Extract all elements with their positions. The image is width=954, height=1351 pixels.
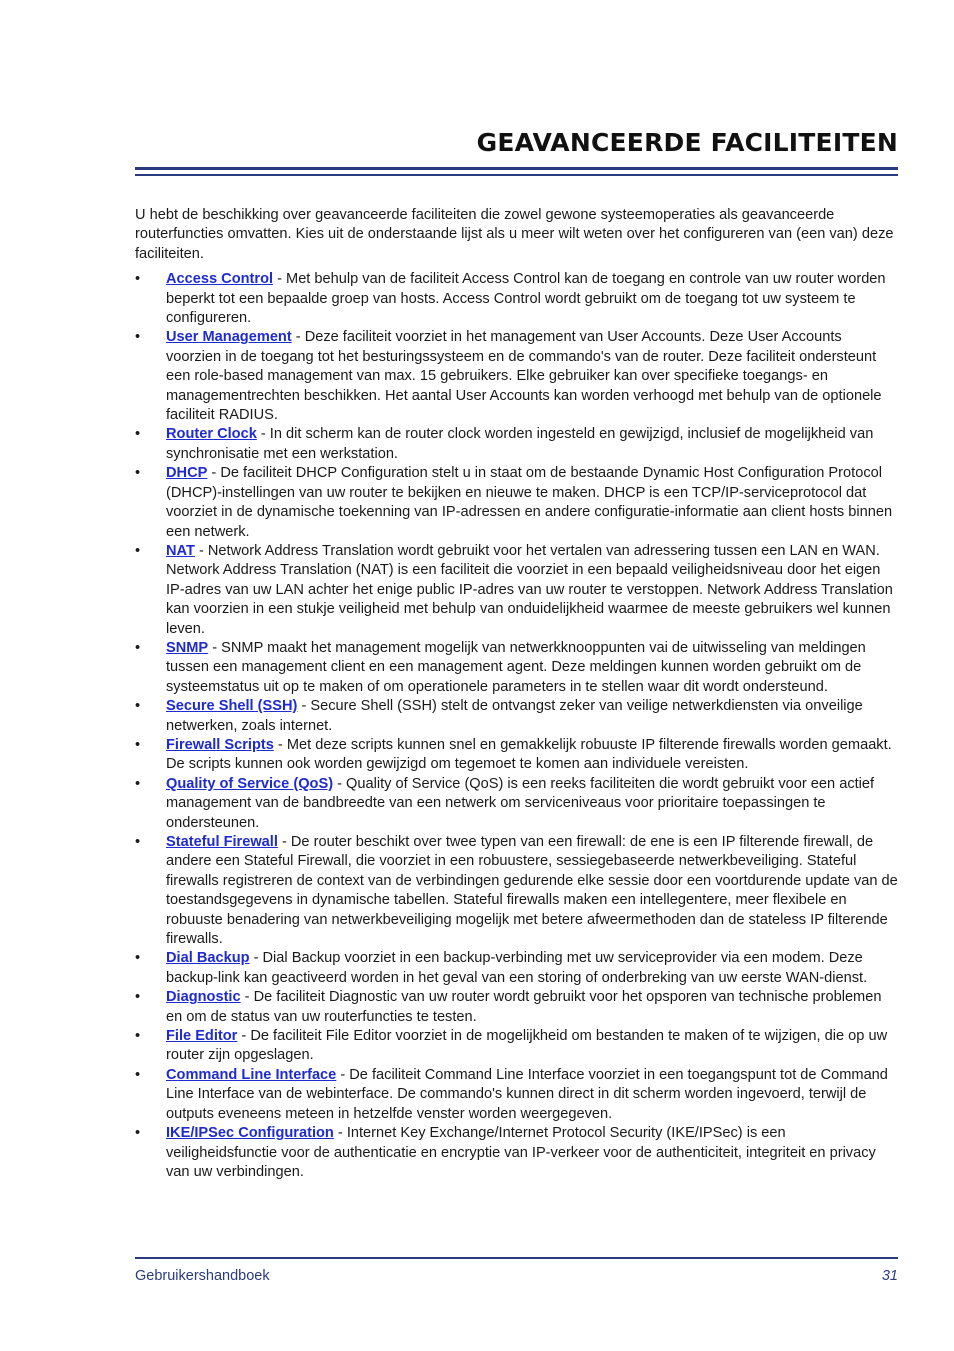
feature-description: - De faciliteit DHCP Configuration stelt u in staat om de bestaande Dynamic Host Configuration Protocol (DHCP)-instellingen van uw router te bekijken en nieuwe te maken. DHCP is een TCP/IP-serviceprotocol dat voorziet in de dynamische toekenning van IP-adressen en andere configuratie-informatie aan client hosts binnen een netwerk.	[166, 465, 893, 540]
feature-item-snmp	[135, 639, 898, 697]
bullet: •	[135, 834, 141, 850]
bullet: •	[135, 542, 141, 559]
feature-description: - Deze faciliteit voorziet in het management van User Accounts. Deze User Accounts voorzien in de toegang tot het besturingssysteem en de commando's van de router. Deze faciliteit ondersteunt een role-based management van max. 15 gebruikers. Elke gebruiker kan over specifieke toegangs- en managementrechten beschikken. Het aantal User Accounts kan worden verhoogd met behulp van de optionele faciliteit RADIUS.	[166, 329, 882, 424]
bullet: •	[135, 775, 141, 792]
bullet: •	[135, 639, 141, 656]
bullet: •	[135, 950, 141, 967]
bullet: •	[135, 329, 141, 346]
feature-description: - In dit scherm kan de router clock worden ingesteld en gewijzigd, inclusief de mogelijkheid van synchronisatie met een werkstation.	[166, 426, 874, 462]
link-dhcp[interactable]: DHCP	[166, 465, 208, 482]
bullet: •	[135, 989, 141, 1006]
link-diagnostic[interactable]: Diagnostic	[166, 989, 241, 1006]
feature-description: - SNMP maakt het management mogelijk van netwerkknooppunten vai de uitwisseling van meldingen tussen een management client en een management agent. Deze meldingen kunnen worden gebruikt om de systeemstatus uit op te maken of om operationele parameters in te stellen waar dit wordt ondersteund.	[166, 639, 866, 695]
footer-rule	[135, 1257, 898, 1259]
feature-item-file-editor	[135, 1027, 898, 1066]
header-rule-secondary	[135, 174, 898, 176]
link-ike-ipsec-configuration[interactable]: IKE/IPSec Configuration	[166, 1125, 334, 1142]
feature-description: - De router beschikt over twee typen van een firewall: de ene is een IP filterende firewall, de andere een Stateful Firewall, die voorziet in een robuustere, sessiegebaseerde netwerkbeveiliging. Stateful firewalls registreren de context van de verbindingen gedurende elke sessie door een voortdurende update van de toestandsgegevens in dynamische tabellen. Stateful firewalls maken een intellegentere, meer flexibele en robuuste benadering van netwerkbeveiliging mogelijk met betere afweermethoden dan de stateless IP filterende firewalls.	[166, 834, 898, 948]
bullet: •	[135, 271, 141, 288]
feature-description: - De faciliteit File Editor voorziet in de mogelijkheid om bestanden te maken of te wijzigen, die op uw router zijn opgeslagen.	[166, 1028, 888, 1064]
feature-item-firewall-scripts	[135, 736, 898, 775]
link-dial-backup[interactable]: Dial Backup	[166, 950, 250, 967]
feature-description: - Secure Shell (SSH) stelt de ontvangst zeker van veilige netwerkdiensten via onveilige netwerken, zoals internet.	[166, 698, 863, 734]
feature-description: - Network Address Translation wordt gebruikt voor het vertalen van adressering tussen een LAN en WAN. Network Address Translation (NAT) is een faciliteit die voorziet in een bepaald veiligheidsniveau door het eigen IP-adres van uw LAN achter het enige public IP-adres van uw router te verstoppen. Network Address Translation kan voorzien in een stukje veiligheid met behulp van onduidelijkheid waarmee de meeste gebruikers wel kunnen leven.	[166, 542, 893, 637]
link-access-control[interactable]: Access Control	[166, 271, 274, 288]
feature-item-stateful-firewall	[135, 833, 898, 949]
link-secure-shell[interactable]: Secure Shell (SSH)	[166, 698, 298, 715]
main-content	[135, 206, 898, 1182]
link-command-line-interface[interactable]: Command Line Interface	[166, 1066, 337, 1083]
feature-item-user-management	[135, 328, 898, 425]
feature-description: - Internet Key Exchange/Internet Protocol Security (IKE/IPSec) is een veiligheidsfunctie voor de authenticatie en encryptie van IP-verkeer voor de authenticiteit, integriteit en privacy van uw verbindingen.	[166, 1125, 876, 1180]
feature-description: - De faciliteit Diagnostic van uw router wordt gebruikt voor het opsporen van technische problemen en om de status van uw routerfuncties te testen.	[166, 989, 882, 1025]
bullet: •	[135, 465, 141, 482]
feature-description: - Dial Backup voorziet in een backup-verbinding met uw serviceprovider via een modem. Deze backup-link kan geactiveerd worden in het geval van een storing of onderbreking van uw eerste WAN-dienst.	[166, 950, 868, 986]
feature-item-dial-backup	[135, 949, 898, 988]
feature-item-nat	[135, 542, 898, 639]
link-file-editor[interactable]: File Editor	[166, 1028, 238, 1045]
feature-description: - De faciliteit Command Line Interface voorziet in een toegangspunt tot de Command Line Interface van de webinterface. De commando's kunnen direct in dit scherm worden ingevoerd, terwijl de outputs eveneens meteen in hetzelfde venster worden weergegeven.	[166, 1066, 888, 1122]
feature-description: - Met behulp van de faciliteit Access Control kan de toegang en controle van uw router worden beperkt tot een bepaalde groep van hosts. Access Control wordt gebruikt om de toegang tot uw systeem te configureren.	[166, 271, 886, 327]
feature-item-dhcp	[135, 464, 898, 542]
feature-item-ike-ipsec	[135, 1124, 898, 1182]
link-nat[interactable]: NAT	[166, 542, 195, 559]
page-number: 31	[881, 1268, 898, 1284]
page-title: GEAVANCEERDE FACILITEITEN	[476, 128, 898, 157]
feature-description: - Quality of Service (QoS) is een reeks faciliteiten die wordt gebruikt voor een actief management van de bandbreedte van een netwerk om serviceniveaus voor prioritaire toepassingen te ondersteunen.	[166, 775, 875, 831]
feature-item-qos	[135, 775, 898, 833]
feature-description: - Met deze scripts kunnen snel en gemakkelijk robuuste IP filterende firewalls worden gemaakt. De scripts kunnen ook worden gewijzigd om tegemoet te komen aan individuele vereisten.	[166, 736, 892, 773]
feature-item-secure-shell	[135, 697, 898, 736]
feature-item-diagnostic	[135, 988, 898, 1027]
bullet: •	[135, 426, 141, 443]
bullet: •	[135, 698, 141, 715]
feature-list	[135, 270, 898, 1182]
link-firewall-scripts[interactable]: Firewall Scripts	[166, 736, 274, 753]
intro-paragraph: U hebt de beschikking over geavanceerde faciliteiten die zowel gewone systeemoperaties als geavanceerde routerfuncties omvatten. Kies uit de onderstaande lijst als u meer wilt weten over het configureren van (een van) deze faciliteiten.	[135, 207, 894, 262]
bullet: •	[135, 736, 141, 753]
feature-item-router-clock	[135, 425, 898, 464]
bullet: •	[135, 1066, 141, 1083]
link-qos[interactable]: Quality of Service (QoS)	[166, 775, 334, 792]
link-router-clock[interactable]: Router Clock	[166, 426, 257, 443]
link-user-management[interactable]: User Management	[166, 329, 292, 346]
link-stateful-firewall[interactable]: Stateful Firewall	[166, 834, 278, 850]
bullet: •	[135, 1125, 141, 1142]
feature-item-access-control	[135, 270, 898, 328]
feature-item-command-line-interface	[135, 1066, 898, 1124]
link-snmp[interactable]: SNMP	[166, 639, 209, 656]
header-rule	[135, 167, 898, 170]
footer-manual-title: Gebruikershandboek	[135, 1268, 270, 1284]
bullet: •	[135, 1028, 141, 1045]
